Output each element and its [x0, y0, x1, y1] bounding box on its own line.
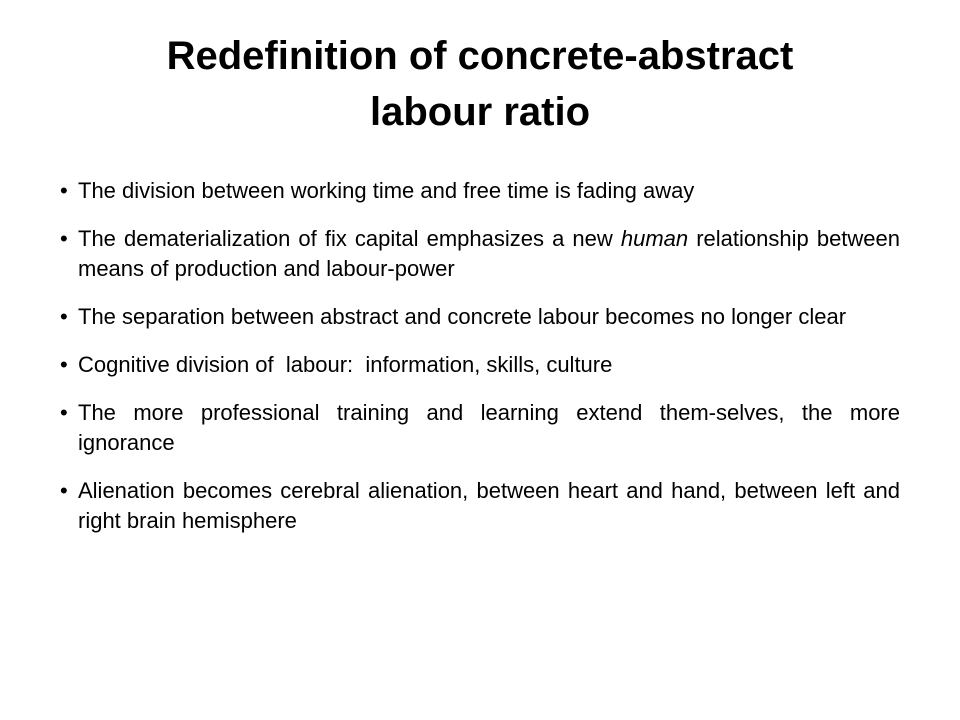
bullet-text-part: The dematerialization of fix capital emphasizes a new [78, 226, 621, 251]
bullet-item [60, 224, 900, 284]
bullet-marker: • [60, 226, 68, 251]
slide-title-line-2: labour ratio [369, 90, 591, 134]
bullet-text-part: relationship between means of production and labour-power [78, 226, 901, 281]
bullet-marker: • [60, 178, 68, 203]
bullet-marker: • [60, 352, 68, 377]
bullet-item [60, 302, 900, 332]
slide-title [60, 28, 900, 140]
bullet-text: The separation between abstract and concrete labour becomes no longer clear [78, 304, 847, 329]
bullet-marker: • [60, 478, 68, 503]
slide-title-line-1: Redefinition of concrete-abstract [166, 34, 794, 78]
bullet-marker: • [60, 304, 68, 329]
bullet-marker: • [60, 400, 68, 425]
bullet-text: The more professional training and learning extend them-selves, the more ignorance [78, 400, 900, 455]
bullet-text: Cognitive division of labour: information, skills, culture [78, 352, 613, 377]
bullet-item [60, 476, 900, 536]
bullet-item [60, 176, 900, 206]
bullet-text [78, 226, 900, 281]
bullet-list [60, 176, 900, 554]
bullet-item [60, 350, 900, 380]
bullet-text: The division between working time and free time is fading away [78, 178, 695, 203]
bullet-emphasis: human [620, 226, 689, 251]
bullet-item [60, 398, 900, 458]
bullet-text: Alienation becomes cerebral alienation, between heart and hand, between left and right brain hemisphere [78, 478, 900, 533]
